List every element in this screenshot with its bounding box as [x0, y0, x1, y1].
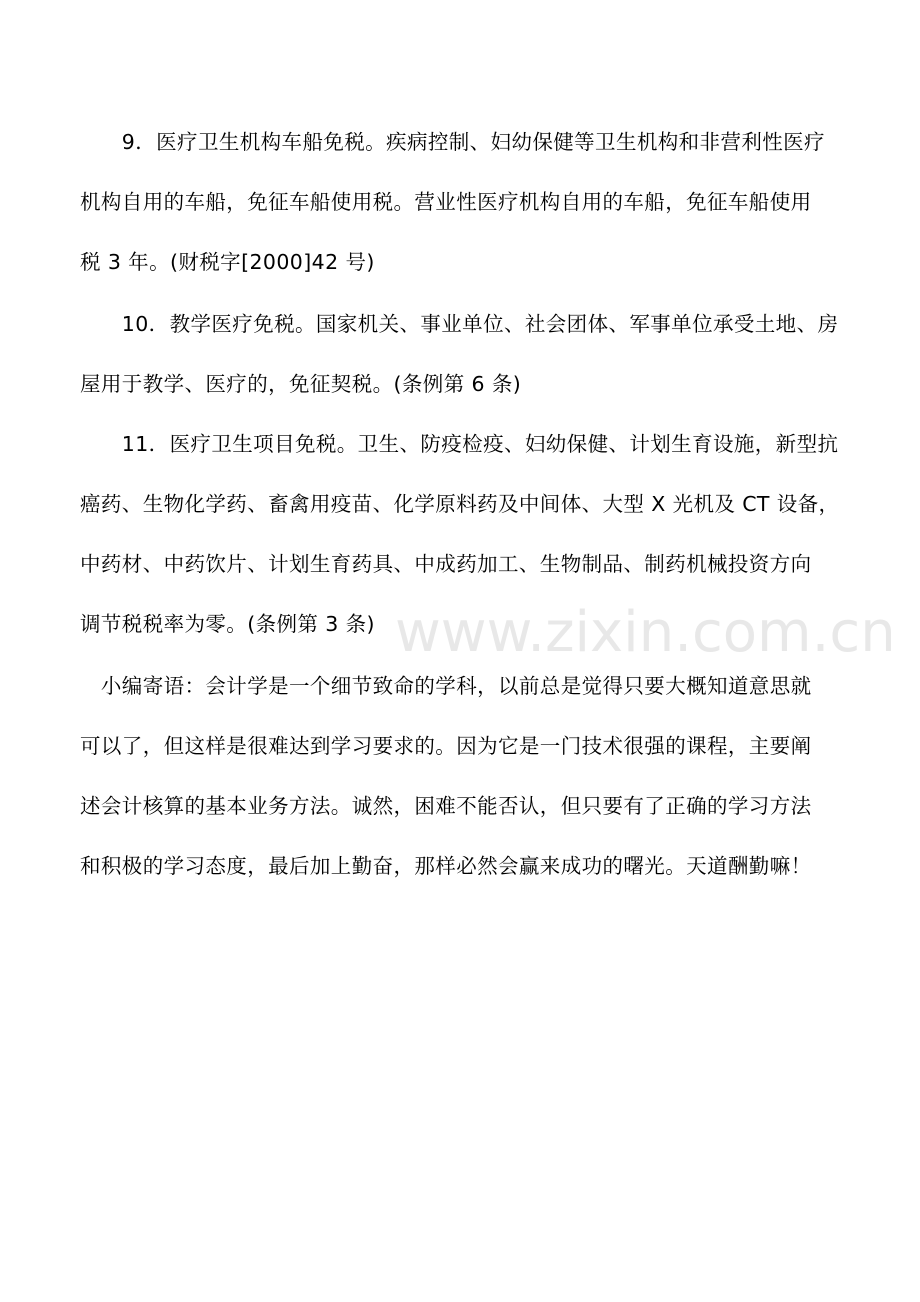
paragraph-4-line-2: 可以了，但这样是很难达到学习要求的。因为它是一门技术很强的课程，主要阐	[80, 734, 812, 758]
paragraph-4-line-3: 述会计核算的基本业务方法。诚然，困难不能否认，但只要有了正确的学习方法	[80, 794, 812, 818]
paragraph-4-line-1: 小编寄语：会计学是一个细节致命的学科，以前总是觉得只要大概知道意思就	[80, 674, 812, 698]
paragraph-4-line-4: 和积极的学习态度，最后加上勤奋，那样必然会赢来成功的曙光。天道酬勤嘛！	[80, 854, 812, 878]
paragraph-2-line-2: 屋用于教学、医疗的，免征契税。(条例第 6 条)	[80, 372, 522, 396]
paragraph-3-line-3: 中药材、中药饮片、计划生育药具、中成药加工、生物制品、制药机械投资方向	[80, 552, 812, 576]
paragraph-1-line-1: 9．医疗卫生机构车船免税。疾病控制、妇幼保健等卫生机构和非营利性医疗	[80, 130, 825, 154]
paragraph-2-line-1: 10．教学医疗免税。国家机关、事业单位、社会团体、军事单位承受土地、房	[80, 312, 839, 336]
paragraph-3-line-1: 11．医疗卫生项目免税。卫生、防疫检疫、妇幼保健、计划生育设施，新型抗	[80, 432, 839, 456]
paragraph-3-line-2: 癌药、生物化学药、畜禽用疫苗、化学原料药及中间体、大型 X 光机及 CT 设备，	[80, 492, 840, 516]
paragraph-1-line-3: 税 3 年。(财税字[2000]42 号)	[80, 250, 375, 274]
watermark: www.zixin.com.cn	[395, 600, 896, 665]
paragraph-3-line-4: 调节税税率为零。(条例第 3 条)	[80, 612, 375, 636]
paragraph-1-line-2: 机构自用的车船，免征车船使用税。营业性医疗机构自用的车船，免征车船使用	[80, 190, 812, 214]
